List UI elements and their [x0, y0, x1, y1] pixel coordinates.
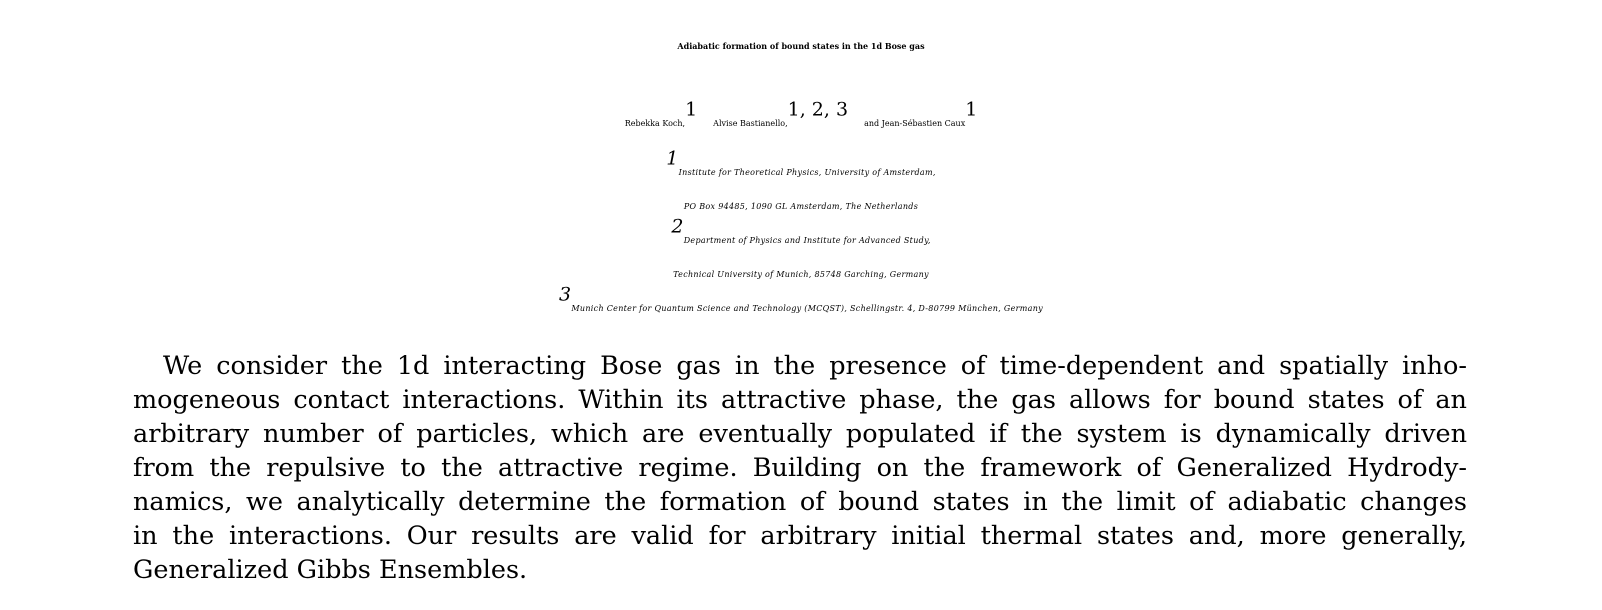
- author-name: and Jean-Sébastien Caux: [864, 119, 966, 128]
- abstract-line: from the repulsive to the attractive regime. Building on the framework of Generalized Hydrody-: [133, 453, 1467, 483]
- author-list: [0, 98, 1602, 144]
- abstract-line: arbitrary number of particles, which are eventually populated if the system is dynamically driven: [133, 419, 1467, 449]
- author-affiliation-mark: 1: [965, 98, 978, 121]
- affiliation-mark: 2: [671, 215, 684, 238]
- affiliation-line: [0, 147, 1602, 190]
- affiliation-text: Institute for Theoretical Physics, University of Amsterdam,: [678, 168, 936, 177]
- affiliation-line: [0, 283, 1602, 326]
- affiliation-text: Department of Physics and Institute for Advanced Study,: [683, 236, 931, 245]
- affiliation-line: Technical University of Munich, 85748 Garching, Germany: [673, 270, 929, 279]
- author-affiliation-mark: 1: [685, 98, 698, 121]
- paper-title: Adiabatic formation of bound states in the 1d Bose gas: [677, 41, 925, 51]
- affiliation-line: [0, 215, 1602, 258]
- affiliation-line: PO Box 94485, 1090 GL Amsterdam, The Netherlands: [683, 202, 919, 211]
- abstract-line: namics, we analytically determine the formation of bound states in the limit of adiabatic changes: [133, 487, 1467, 517]
- abstract: [133, 349, 1467, 587]
- affiliation-mark: 3: [559, 283, 572, 306]
- author-affiliation-mark: 1, 2, 3: [787, 98, 849, 121]
- affiliation-text: Munich Center for Quantum Science and Technology (MCQST), Schellingstr. 4, D-80799 München, Germany: [571, 304, 1043, 313]
- abstract-line: in the interactions. Our results are valid for arbitrary initial thermal states and, more generally,: [133, 521, 1467, 551]
- author-name: Alvise Bastianello,: [713, 119, 788, 128]
- abstract-line: mogeneous contact interactions. Within its attractive phase, the gas allows for bound states of an: [133, 385, 1467, 415]
- abstract-line: Generalized Gibbs Ensembles.: [133, 555, 528, 585]
- abstract-line: We consider the 1d interacting Bose gas in the presence of time-dependent and spatially inho-: [163, 351, 1467, 381]
- affiliation-list: [0, 147, 1602, 326]
- author-name: Rebekka Koch,: [624, 119, 686, 128]
- affiliation-mark: 1: [666, 147, 679, 170]
